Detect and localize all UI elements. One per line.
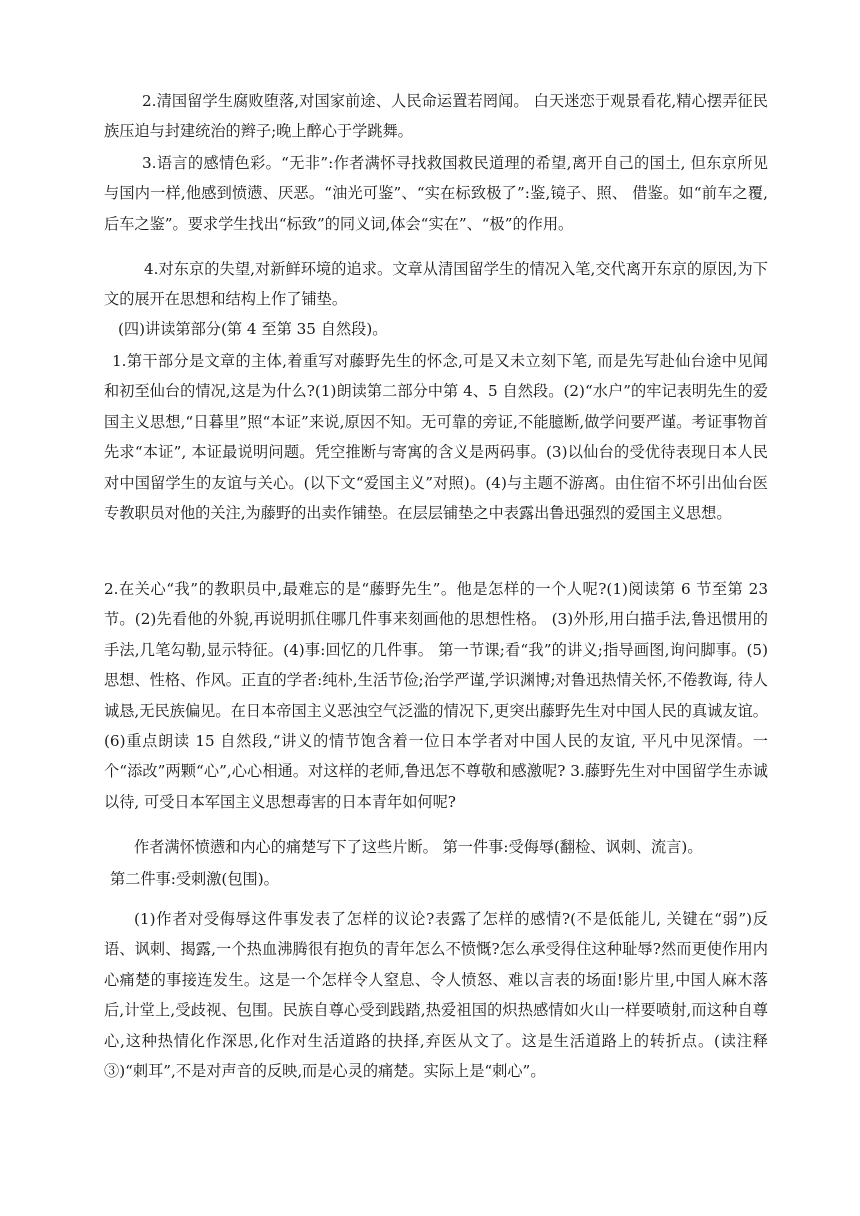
paragraph-incidents-intro: 作者满怀愤懑和内心的痛楚写下了这些片断。 第一件事:受侮辱(翻检、讽刺、流言)。: [134, 838, 703, 856]
paragraph-4-disappointment: 4.对东京的失望,对新鲜环境的追求。文章从清国留学生的情况入笔,交代离开东京的原因,为下文的展开在思想和结构上作了铺垫。: [104, 260, 768, 309]
paragraph-2-overseas-students: 2.清国留学生腐败堕落,对国家前途、人民命运置若罔闻。 白天迷恋于观景看花,精心摆弄征民族压迫与封建统治的辫子;晚上醉心于学跳舞。: [104, 92, 768, 141]
paragraph-3-emotional-color: 3.语言的感情色彩。“无非”:作者满怀寻找救国救民道理的希望,离开自己的国土, 但东京所见与国内一样,他感到愤懑、厌恶。“油光可鉴”、“实在标致极了”:鉴,镜子、照、 借鉴。如“前车之覆,后车之鉴”。要求学生找出“标致”的同义词,体会“实在”、“极”的作用。: [104, 154, 768, 233]
paragraph-question-2: 2.在关心“我”的教职员中,最难忘的是“藤野先生”。他是怎样的一个人呢?(1)阅读第 6 节至第 23 节。(2)先看他的外貌,再说明抓住哪几件事来刻画他的思想性格。 (3)外形,用白描手法,鲁迅惯用的手法,几笔勾勒,显示特征。(4)事:回忆的几件事。 第一节课;看“我”的讲义;指导画图,询问脚事。(5)思想、性格、作风。正直的学者:纯朴,生活节俭;治学严谨,学识渊博;对鲁迅热情关怀,不倦教诲, 待人诚恳,无民族偏见。在日本帝国主义恶浊空气泛滥的情况下,更突出藤野先生对中国人民的真诚友谊。(6)重点朗读 15 自然段,“讲义的情节饱含着一位日本学者对中国人民的友谊, 平凡中见深情。一个“添改”两颗“心”,心心相通。对这样的老师,鲁迅怎不尊敬和感激呢? 3.藤野先生对中国留学生赤诚以待, 可受日本军国主义思想毒害的日本青年如何呢?: [104, 580, 768, 811]
section-heading-part-four: (四)讲读第部分(第 4 至第 35 自然段)。: [118, 320, 388, 338]
paragraph-second-incident: 第二件事:受刺激(包围)。: [110, 870, 279, 888]
paragraph-discussion-1: (1)作者对受侮辱这件事发表了怎样的议论?表露了怎样的感情?(不是低能儿, 关键在“弱”)反语、讽刺、揭露,一个热血沸腾很有抱负的青年怎么不愤慨?怎么承受得住这种耻辱?然而更使作用内心痛楚的事接连发生。这是一个怎样令人窒息、令人愤怒、难以言表的场面!影片里,中国人麻木落后,计堂上,受歧视、包围。民族自尊心受到践踏,热爱祖国的炽热感情如火山一样要喷射,而这种自尊心,这种热情化作深思,化作对生活道路的抉择,弃医从文了。这是生活道路上的转折点。(读注释③)“刺耳”,不是对声音的反映,而是心灵的痛楚。实际上是“刺心”。: [104, 910, 768, 1081]
paragraph-question-1: 1.第干部分是文章的主体,着重写对藤野先生的怀念,可是又未立刻下笔, 而是先写赴仙台途中见闻和初至仙台的情况,这是为什么?(1)朗读第二部分中第 4、5 自然段。(2)“水户”的牢记表明先生的爱国主义思想,“日暮里”照“本证”来说,原因不知。无可靠的旁证,不能臆断,做学问要严谨。考证事物首先求“本证”, 本证最说明问题。凭空推断与寄寓的含义是两码事。(3)以仙台的受优待表现日本人民对中国留学生的友谊与关心。(以下文“爱国主义”对照)。(4)与主题不游离。由住宿不坏引出仙台医专教职员对他的关注,为藤野的出卖作铺垫。在层层铺垫之中表露出鲁迅强烈的爱国主义思想。: [104, 352, 768, 523]
